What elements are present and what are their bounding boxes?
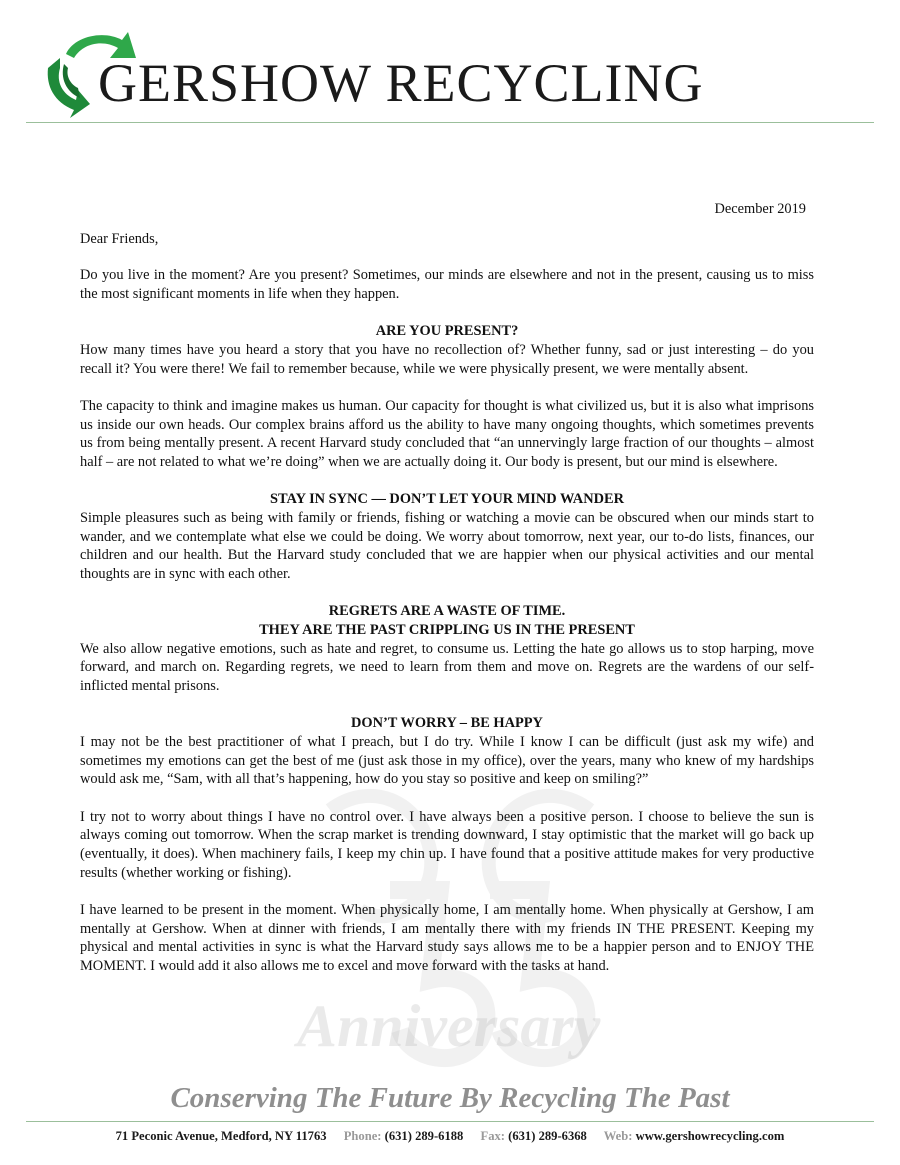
fax-label: Fax:	[480, 1129, 505, 1143]
anniversary-watermark-text: Anniversary	[297, 993, 601, 1059]
letterhead	[0, 0, 900, 125]
letter-date: December 2019	[714, 201, 806, 217]
section-heading: REGRETS ARE A WASTE OF TIME.	[328, 603, 566, 620]
section-paragraph: Simple pleasures such as being with family or friends, fishing or watching a movie can be obscured when our minds start to wander, and we contemplate what else we could be doing. We worry about tomorrow, next year, our to-do lists, finances, our children and our health. But the Harvard study concluded that we are happier when our physical activities and our mental thoughts are in sync with each other.	[80, 509, 814, 583]
salutation: Dear Friends,	[80, 230, 159, 247]
section-heading: DON’T WORRY – BE HAPPY	[351, 715, 543, 732]
letter-body	[80, 200, 814, 994]
brand-name: GERSHOW RECYCLING	[98, 53, 704, 113]
section-heading: STAY IN SYNC — DON’T LET YOUR MIND WANDER	[270, 491, 624, 508]
footer-divider	[26, 1121, 874, 1122]
section-paragraph: We also allow negative emotions, such as hate and regret, to consume us. Letting the hate go allows us to stop harping, move forward, and march on. Regarding regrets, we need to learn from them and move on. Regrets are the wardens of our self-inflicted mental prisons.	[80, 640, 814, 695]
section-paragraph: The capacity to think and imagine makes us human. Our capacity for thought is what civilized us, but it is also what imprisons us inside our own heads. Our complex brains afford us the ability to have many ongoing thoughts, which sometimes prevents us from being mentally present. A recent Harvard study concluded that “an unnervingly large fraction of our thoughts – almost half – are not related to what we’re doing” when we are actually doing it. Our body is present, but our mind is elsewhere.	[80, 397, 814, 471]
footer-tagline: Conserving The Future By Recycling The Past	[170, 1082, 730, 1114]
website-link[interactable]: www.gershowrecycling.com	[635, 1129, 785, 1143]
section-paragraph: How many times have you heard a story that you have no recollection of? Whether funny, sad or just interesting – do you recall it? You were there! We fail to remember because, while we were physically present, we were mentally absent.	[80, 342, 814, 377]
section-subheading: THEY ARE THE PAST CRIPPLING US IN THE PRESENT	[259, 621, 635, 638]
phone-number: (631) 289-6188	[384, 1129, 464, 1143]
section-paragraph: I may not be the best practitioner of what I preach, but I do try. While I know I can be difficult (just ask my wife) and sometimes my emotions can get the best of me (just ask those in my office), over the years, many who knew of my hardships would ask me, “Sam, with all that’s happening, how do you stay so positive and keep on smiling?”	[80, 733, 814, 788]
section-heading: ARE YOU PRESENT?	[375, 323, 519, 340]
fax-number: (631) 289-6368	[508, 1129, 587, 1143]
contact-line	[0, 1129, 900, 1144]
phone-label: Phone:	[343, 1129, 382, 1143]
footer-address: 71 Peconic Avenue, Medford, NY 11763	[115, 1129, 327, 1143]
intro-paragraph: Do you live in the moment? Are you present? Sometimes, our minds are elsewhere and not in the present, causing us to miss the most significant moments in life when they happen.	[80, 267, 814, 303]
section-paragraph: I try not to worry about things I have no control over. I have always been a positive person. I choose to believe the sun is always coming out tomorrow. When the scrap market is trending downward, I stay optimistic that the market will go back up (eventually, it does). When machinery fails, I keep my chin up. I have found that a positive attitude makes for very productive results (whether working or fishing).	[80, 808, 814, 881]
header-divider	[26, 122, 874, 123]
section-paragraph: I have learned to be present in the moment. When physically home, I am mentally home. When physically at Gershow, I am mentally at Gershow. When at dinner with friends, I am mentally there with my friends IN THE PRESENT. Keeping my physical and mental activities in sync is what the Harvard study says allows me to be a happier person and to ENJOY THE MOMENT. I would add it also allows me to excel and move forward with the tasks at hand.	[80, 901, 814, 974]
web-label: Web:	[603, 1129, 633, 1143]
